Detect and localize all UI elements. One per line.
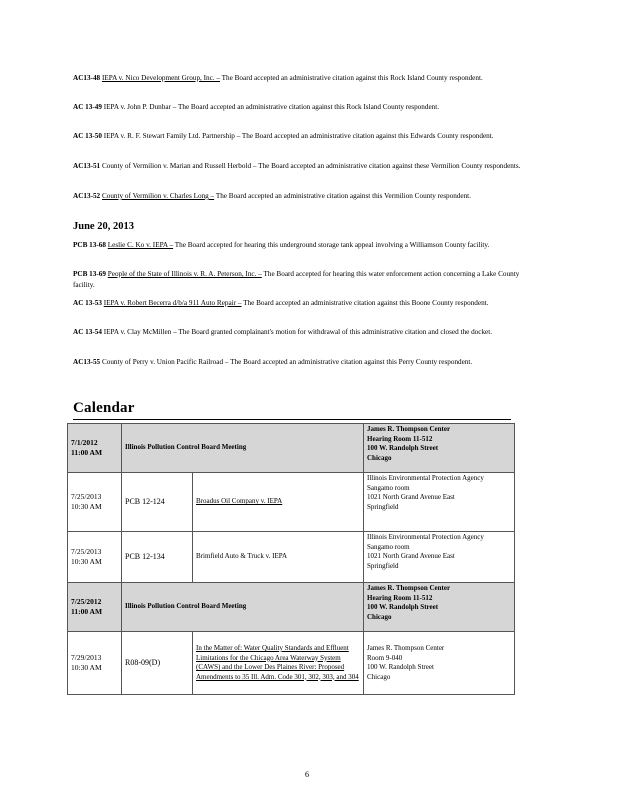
entry-text: The Board accepted for hearing this water enforcement action concerning a Lake County facility. [73,270,520,289]
calendar-rule [73,419,511,420]
calendar-case-caption[interactable]: In the Matter of: Water Quality Standards and Effluent Limitations for the Chicago Area Waterway System (CAWS) and the Lower Des Plaines River: Proposed Amendments to 35 Ill. Adm. Code 301, 302, 303, and 304 [196,644,359,681]
calendar-time: 10:30 AM [71,502,102,511]
calendar-case-number: PCB 12-134 [122,532,193,583]
calendar-date-cell [68,583,122,632]
entry-ac13-55 [73,357,533,368]
entry-parties: Leslie C. Ko v. IEPA – [107,241,174,249]
calendar-heading: Calendar [73,400,135,416]
calendar-time: 10:30 AM [71,663,102,672]
entry-parties: IEPA v. R. F. Stewart Family Ltd. Partnership – [103,132,241,140]
table-row [68,583,515,632]
entry-ac13-50 [73,131,533,142]
entry-ac13-49 [73,102,533,113]
page-number: 6 [305,770,309,779]
table-row [68,532,515,583]
calendar-date-cell [68,473,122,532]
entry-id: AC 13-54 [73,328,102,336]
entry-ac13-52 [73,191,533,202]
entry-parties: County of Vermilion v. Marian and Russell Herbold – [101,162,257,170]
calendar-location: James R. Thompson Center Room 9-040 100 W. Randolph Street Chicago [364,632,515,695]
entry-parties: County of Perry v. Union Pacific Railroad – [101,358,229,366]
entry-ac13-51 [73,161,533,172]
calendar-location: Illinois Environmental Protection Agency Sangamo room 1021 North Grand Avenue East Springfield [364,473,515,532]
entry-id: PCB 13-68 [73,241,106,249]
entry-id: PCB 13-69 [73,270,106,278]
calendar-case-caption[interactable]: Broadus Oil Company v. IEPA [196,497,283,506]
calendar-date: 7/25/2012 [71,597,102,606]
entry-id: AC13-51 [73,162,101,170]
calendar-date: 7/29/2013 [71,653,102,662]
entry-id: AC 13-49 [73,103,102,111]
entry-parties: People of the State of Illinois v. R. A. Peterson, Inc. – [107,270,262,278]
calendar-time: 11:00 AM [71,607,103,616]
entry-ac13-53 [73,298,533,309]
entry-parties: IEPA v. Clay McMillen – [103,328,177,336]
entry-parties: IEPA v. Nico Development Group, Inc. – [101,74,220,82]
entry-pcb13-68 [73,240,533,251]
entry-pcb13-69 [73,269,533,291]
calendar-time: 11:00 AM [71,448,103,457]
calendar-location: Illinois Environmental Protection Agency Sangamo room 1021 North Grand Avenue East Springfield [364,532,515,583]
calendar-event-title: Illinois Pollution Control Board Meeting [122,424,364,473]
calendar-date-cell [68,632,122,695]
entry-text: The Board accepted for hearing this underground storage tank appeal involving a Williamson County facility. [173,241,490,249]
calendar-table [67,423,515,695]
entry-ac13-54 [73,327,533,338]
entry-text: The Board accepted an administrative citation against this Perry County respondent. [228,358,473,366]
entry-text: The Board accepted an administrative citation against this Rock Island County respondent. [220,74,483,82]
entry-text: The Board accepted an administrative citation against this Edwards County respondent. [240,132,494,140]
calendar-case-caption-cell [193,532,364,583]
calendar-date: 7/25/2013 [71,492,102,501]
entry-parties: IEPA v. Robert Becerra d/b/a 911 Auto Repair – [103,299,242,307]
entry-ac13-48 [73,73,533,84]
entry-text: The Board granted complainant's motion for withdrawal of this administrative citation and closed the docket. [176,328,493,336]
calendar-date-cell [68,424,122,473]
calendar-date-cell [68,532,122,583]
entry-text: The Board accepted an administrative citation against this Rock Island County respondent. [176,103,440,111]
calendar-time: 10:30 AM [71,557,102,566]
entry-id: AC13-52 [73,192,101,200]
entry-id: AC 13-50 [73,132,102,140]
entry-id: AC13-48 [73,74,101,82]
table-row [68,632,515,695]
entry-parties: County of Vermilion v. Charles Long – [101,192,215,200]
entry-text: The Board accepted an administrative citation against this Boone County respondent. [241,299,489,307]
calendar-case-caption-cell [193,473,364,532]
calendar-date: 7/25/2013 [71,547,102,556]
table-row [68,424,515,473]
entry-text: The Board accepted an administrative citation against these Vermilion County respondents. [256,162,521,170]
calendar-date: 7/1/2012 [71,438,98,447]
entry-id: AC 13-53 [73,299,102,307]
entry-parties: IEPA v. John P. Dunbar – [103,103,177,111]
calendar-case-number: R08-09(D) [122,632,193,695]
calendar-case-caption-cell [193,632,364,695]
calendar-location: James R. Thompson Center Hearing Room 11-512 100 W. Randolph Street Chicago [364,583,515,632]
calendar-case-number: PCB 12-124 [122,473,193,532]
date-heading: June 20, 2013 [73,221,134,232]
calendar-case-caption: Brimfield Auto & Truck v. IEPA [196,552,288,561]
entry-text: The Board accepted an administrative citation against this Vermilion County respondent. [214,192,471,200]
entry-id: AC13-55 [73,358,101,366]
table-row [68,473,515,532]
calendar-event-title: Illinois Pollution Control Board Meeting [122,583,364,632]
calendar-location: James R. Thompson Center Hearing Room 11-512 100 W. Randolph Street Chicago [364,424,515,473]
